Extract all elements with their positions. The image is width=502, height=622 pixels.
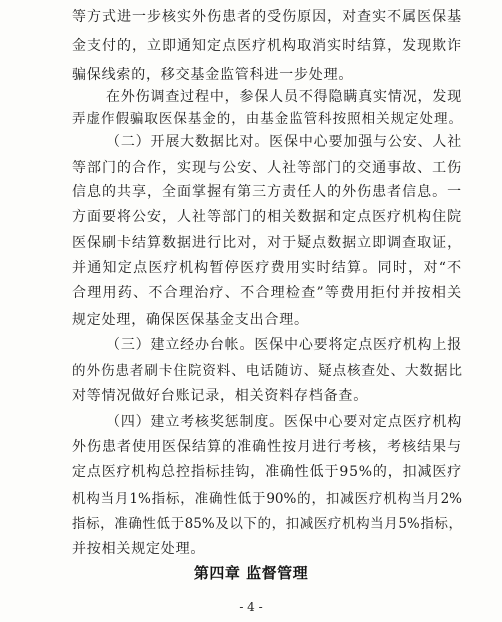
paragraph-line: 定点医疗机构总控指标挂钩，准确性低于95%的，扣减医疗 <box>72 464 462 480</box>
paragraph-line: 信息的共享，全面掌握有第三方责任人的外伤患者信息。一 <box>72 184 462 200</box>
paragraph-line: （二）开展大数据比对。医保中心要加强与公安、人社 <box>106 134 462 150</box>
page-number: - 4 - <box>239 600 263 614</box>
paragraph-line: 并按相关规定处理。 <box>72 541 206 557</box>
paragraph-line: （四）建立考核奖惩制度。医保中心要对定点医疗机构 <box>106 414 462 430</box>
paragraph-line: 合理用药、不合理治疗、不合理检查”等费用拒付并按相关 <box>72 285 462 301</box>
chapter-heading: 第四章 监督管理 <box>193 564 309 582</box>
paragraph-line: 并通知定点医疗机构暂停医疗费用实时结算。同时，对“不 <box>72 260 462 276</box>
paragraph-line: 的外伤患者刷卡住院资料、电话随访、疑点核查处、大数据比 <box>72 363 462 379</box>
paragraph-line: 等部门的合作，实现与公安、人社等部门的交通事故、工伤 <box>72 160 462 176</box>
paragraph-line: 弄虚作假骗取医保基金的，由基金监管科按照相关规定处理。 <box>72 111 462 127</box>
paragraph-line: 机构当月1%指标，准确性低于90%的，扣减医疗机构当月2% <box>72 491 462 507</box>
paragraph-line: （三）建立经办台帐。医保中心要将定点医疗机构上报 <box>106 337 462 353</box>
paragraph-line: 医保刷卡结算数据进行比对，对于疑点数据立即调查取证， <box>72 235 462 251</box>
paragraph-line: 等方式进一步核实外伤患者的受伤原因，对查实不属医保基 <box>72 9 462 25</box>
paragraph-line: 外伤患者使用医保结算的准确性按月进行考核，考核结果与 <box>72 439 462 455</box>
paragraph-line: 骗保线索的，移交基金监管科进一步处理。 <box>72 67 354 83</box>
paragraph-line: 对等情况做好台账记录，相关资料存档备查。 <box>72 388 368 404</box>
paragraph-line: 规定处理，确保医保基金支出合理。 <box>72 312 309 328</box>
paragraph-line: 指标，准确性低于85%及以下的，扣减医疗机构当月5%指标， <box>72 516 462 532</box>
paragraph-line: 方面要将公安，人社等部门的相关数据和定点医疗机构住院 <box>72 209 462 225</box>
paragraph-line: 金支付的，立即通知定点医疗机构取消实时结算，发现欺诈 <box>72 38 462 54</box>
paragraph-line: 在外伤调查过程中，参保人员不得隐瞒真实情况，发现 <box>106 89 462 105</box>
